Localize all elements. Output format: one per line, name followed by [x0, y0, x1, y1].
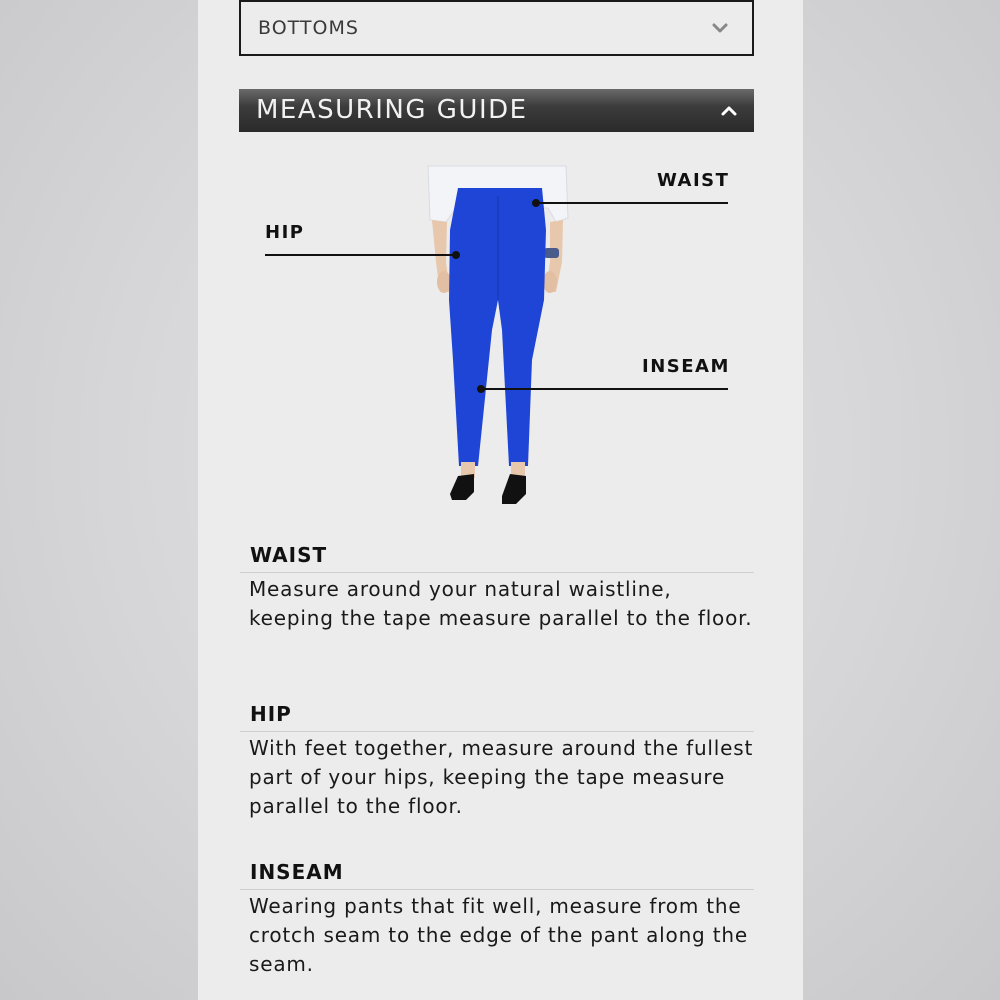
waist-section [240, 541, 754, 633]
section-text: Wearing pants that fit well, measure from the crotch seam to the edge of the pant along the seam. [249, 894, 748, 976]
section-text: With feet together, measure around the fullest part of your hips, keeping the tape measure parallel to the floor. [249, 736, 754, 818]
section-title: INSEAM [250, 860, 344, 884]
section-text: Measure around your natural waistline, keeping the tape measure parallel to the floor. [249, 577, 753, 630]
size-guide-panel [198, 0, 803, 1000]
hip-section [240, 700, 754, 821]
inseam-callout-label: INSEAM [642, 356, 730, 377]
inseam-section [240, 858, 754, 979]
hip-callout-label: HIP [265, 222, 305, 243]
section-title: WAIST [250, 543, 328, 567]
measuring-guide-header[interactable] [239, 89, 754, 132]
section-title: HIP [250, 702, 292, 726]
chevron-down-icon [712, 20, 728, 36]
category-select[interactable] [239, 0, 754, 56]
chevron-up-icon [720, 102, 738, 120]
measuring-guide-title: MEASURING GUIDE [256, 95, 528, 125]
waist-callout-label: WAIST [657, 170, 730, 191]
category-select-value: BOTTOMS [258, 17, 359, 39]
